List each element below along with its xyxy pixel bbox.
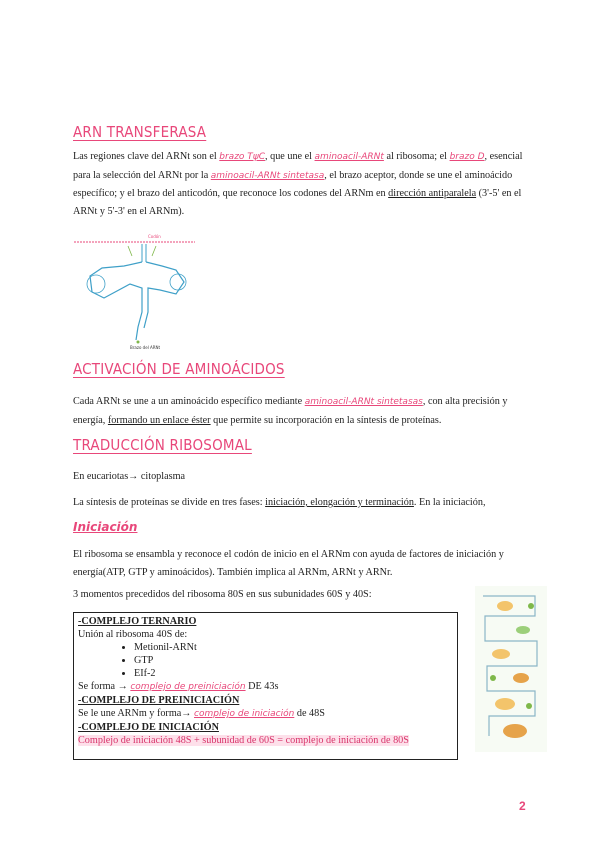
trna-diagram-svg: [72, 232, 197, 352]
arnt-paragraph: Las regiones clave del ARNt son el brazo TψC, que une el aminoacil-ARNt al ribosoma; el brazo D, esencial para la selección del ARNt por la aminoacil-ARNt sintetasa, el brazo aceptor, donde se une el aminoácido específico; y el brazo del anticodón, que reconoce los codones del ARNm en dirección antiparalela (3'-5' en el ARNt y 5'-3' en el ARNm).: [73, 151, 523, 217]
initiation-diagram: [475, 586, 547, 752]
subsection-title-iniciacion: Iniciación: [73, 520, 138, 534]
box-line-preiniciacion-result: Se forma → complejo de preiniciación DE 43s: [78, 681, 279, 692]
box-bullet-list: [78, 641, 453, 680]
complex-summary-box: [73, 612, 458, 760]
trna-bottom-label: Brazo del ARNt: [130, 345, 161, 350]
box-bullet: • GTP: [134, 654, 453, 667]
box-heading-preiniciacion: -COMPLEJO DE PREINICIACIÓN: [78, 695, 240, 706]
box-bullet: • EIf-2: [134, 667, 453, 680]
box-line-iniciacion-result: Se le une ARNm y forma→ complejo de iniciación de 48S: [78, 708, 325, 719]
iniciacion-subtitle: 3 momentos precedidos del ribosoma 80S en sus subunidades 60S y 40S:: [73, 589, 372, 600]
box-line-union: Unión al ribosoma 40S de:: [78, 629, 188, 640]
codon-label: Codón: [148, 234, 161, 239]
box-heading-ternario: -COMPLEJO TERNARIO: [78, 616, 197, 627]
box-bullet: • Metionil-ARNt: [134, 641, 453, 654]
iniciacion-paragraph: El ribosoma se ensambla y reconoce el codón de inicio en el ARNm con ayuda de factores de iniciación y energía(ATP, GTP y aminoácidos). También implica al ARNm, ARNt y ARNr.: [73, 549, 504, 578]
box-line-final: Complejo de iniciación 48S + subunidad de 60S = complejo de iniciación de 80S: [78, 735, 409, 746]
activacion-paragraph: Cada ARNt se une a un aminoácido específico mediante aminoacil-ARNt sintetasas, con alta precisión y energía, formando un enlace éster que permite su incorporación en la síntesis de proteínas.: [73, 396, 508, 426]
section-title-activacion: ACTIVACIÓN DE AMINOÁCIDOS: [73, 360, 285, 378]
section-title-traduccion: TRADUCCIÓN RIBOSOMAL: [73, 436, 252, 454]
traduccion-line1: En eucariotas→ citoplasma: [73, 471, 186, 482]
traduccion-line2: La síntesis de proteínas se divide en tres fases: iniciación, elongación y terminación. En la iniciación,: [73, 497, 486, 508]
section-title-arnt: ARN TRANSFERASA: [73, 123, 207, 141]
trna-figure: [72, 232, 197, 352]
page-number: 2: [519, 799, 526, 813]
initiation-diagram-svg: [475, 586, 547, 752]
box-heading-iniciacion: -COMPLEJO DE INICIACIÓN: [78, 722, 219, 733]
